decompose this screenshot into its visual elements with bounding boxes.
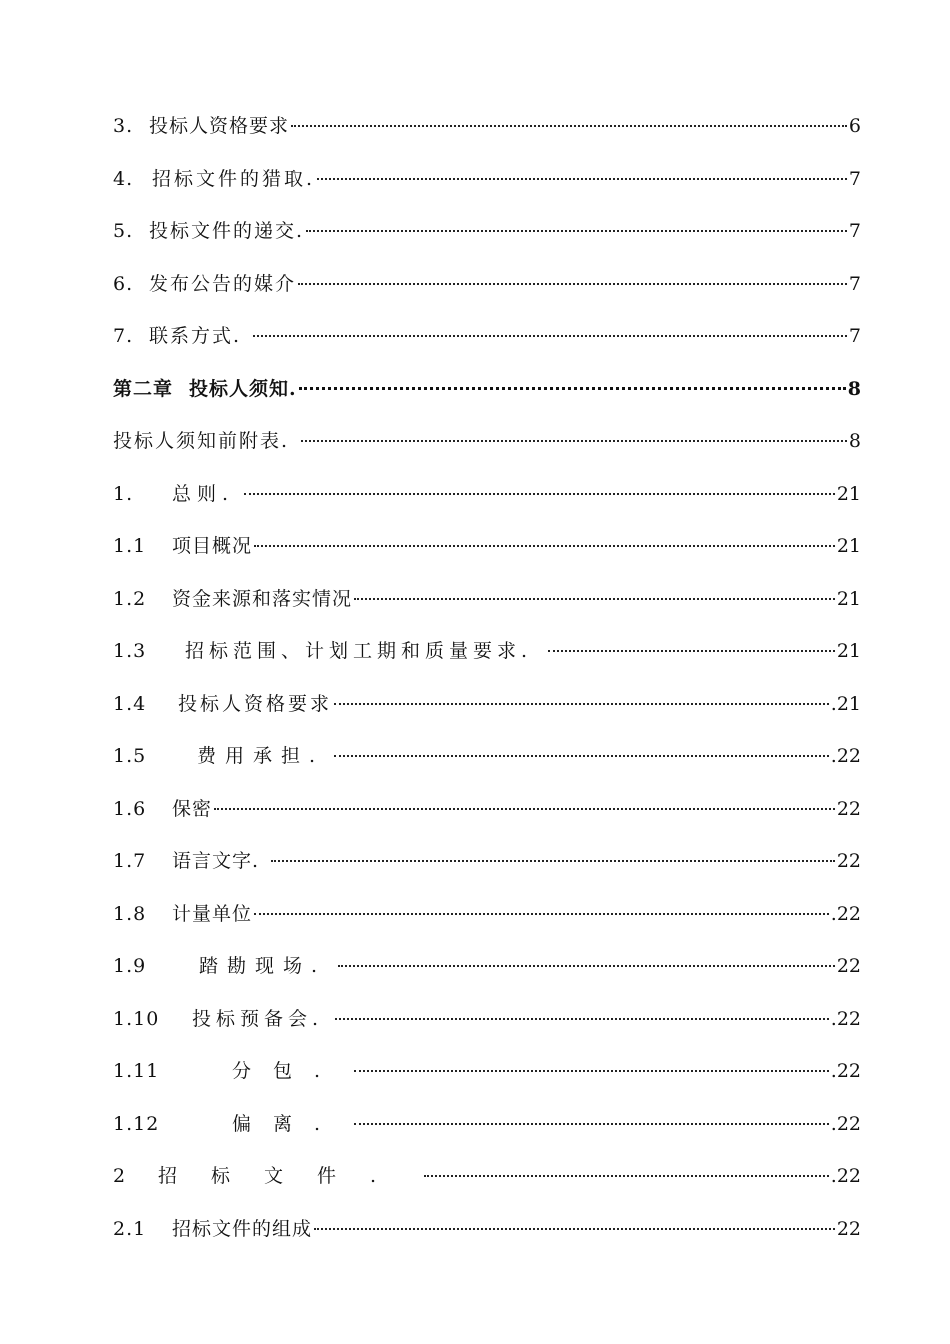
toc-leader — [334, 699, 829, 705]
toc-title: 投标预备会. — [192, 1007, 324, 1030]
toc-title: 投标人资格要求 — [149, 115, 290, 137]
toc-label — [113, 896, 252, 932]
toc-page-number: 22 — [836, 1217, 861, 1240]
toc-number: 1.3 — [113, 640, 147, 662]
toc-number: 1.6 — [113, 797, 147, 820]
toc-label — [113, 738, 332, 774]
toc-label — [113, 108, 289, 144]
toc-page-number: 21 — [836, 482, 861, 505]
toc-title: 联系方式. — [149, 325, 242, 347]
toc-leader — [354, 594, 835, 600]
toc-leader — [338, 961, 835, 967]
toc-number: 1.10 — [113, 1007, 160, 1030]
toc-entry — [113, 213, 861, 266]
toc-label — [113, 318, 251, 354]
toc-number: 1.4 — [113, 692, 147, 715]
toc-entry — [113, 1158, 861, 1211]
toc-number: 6. — [113, 272, 134, 295]
toc-leader — [254, 909, 829, 915]
toc-number: 2 — [113, 1165, 127, 1187]
toc-page-number: 22 — [836, 850, 861, 872]
toc-label — [113, 528, 252, 564]
toc-title: 偏离. — [232, 1112, 343, 1135]
toc-entry — [113, 318, 861, 371]
toc-entry — [113, 633, 861, 686]
toc-page-number: 7 — [848, 325, 861, 347]
toc-leader — [298, 279, 847, 285]
toc-title: 投标人资格要求 — [178, 692, 333, 715]
toc-entry — [113, 738, 861, 791]
table-of-contents — [113, 108, 861, 1263]
toc-entry — [113, 161, 861, 214]
toc-number: 7. — [113, 325, 134, 347]
toc-title: 保密 — [172, 797, 213, 820]
toc-number: 5. — [113, 220, 134, 242]
toc-page-number: 21 — [836, 587, 861, 610]
toc-number: 4. — [113, 167, 134, 190]
toc-label — [113, 581, 352, 617]
toc-page-number: 21 — [836, 640, 861, 662]
toc-page-number: 22 — [836, 955, 861, 977]
toc-label — [113, 266, 296, 302]
toc-entry — [113, 843, 861, 896]
toc-entry — [113, 948, 861, 1001]
toc-label — [113, 791, 212, 827]
toc-title: 总则. — [172, 482, 235, 505]
toc-title: 计量单位 — [172, 902, 253, 925]
toc-entry — [113, 581, 861, 634]
toc-chapter-entry — [113, 371, 861, 424]
toc-title: 语言文字. — [172, 850, 260, 872]
toc-label — [113, 1158, 422, 1194]
toc-page-number: .22 — [830, 1007, 861, 1030]
toc-title: 投标文件的递交. — [149, 220, 305, 242]
toc-label — [113, 213, 304, 249]
toc-leader — [314, 1224, 835, 1230]
toc-entry — [113, 686, 861, 739]
toc-leader — [214, 804, 835, 810]
toc-leader — [354, 1119, 829, 1125]
toc-title: 投标人须知前附表. — [113, 430, 290, 452]
toc-leader — [254, 541, 835, 547]
toc-page-number: 22 — [836, 797, 861, 820]
toc-leader — [291, 121, 847, 127]
toc-entry — [113, 1211, 861, 1264]
toc-page-number: 7 — [848, 220, 861, 242]
toc-label — [113, 423, 299, 459]
toc-label — [113, 1053, 352, 1089]
toc-page-number: 21 — [836, 535, 861, 557]
toc-leader — [306, 226, 847, 232]
toc-title: 招标文件的猎取. — [152, 167, 316, 190]
toc-page-number: 7 — [848, 272, 861, 295]
toc-label — [113, 948, 336, 984]
toc-title: 招标文件. — [158, 1165, 411, 1187]
toc-page-number: 8 — [848, 430, 861, 452]
toc-number: 1.7 — [113, 850, 147, 872]
toc-label — [113, 371, 297, 407]
toc-page-number: .22 — [830, 1165, 861, 1187]
toc-number: 1.9 — [113, 955, 147, 977]
toc-number: 1.5 — [113, 745, 147, 767]
toc-title: 费用承担. — [197, 745, 325, 767]
toc-title: 发布公告的媒介 — [149, 272, 297, 295]
toc-label — [113, 843, 269, 879]
toc-leader — [424, 1171, 829, 1177]
toc-leader — [354, 1066, 829, 1072]
toc-leader — [334, 751, 829, 757]
toc-leader — [244, 489, 835, 495]
toc-label — [113, 1001, 333, 1037]
toc-page-number: .22 — [830, 1112, 861, 1135]
toc-number: 1. — [113, 482, 134, 505]
toc-title: 资金来源和落实情况 — [172, 587, 353, 610]
toc-page-number: .21 — [830, 692, 861, 715]
toc-entry — [113, 896, 861, 949]
toc-number: 1.8 — [113, 902, 147, 925]
toc-leader — [253, 331, 847, 337]
toc-number: 2.1 — [113, 1217, 147, 1240]
toc-leader — [299, 383, 846, 390]
toc-number: 3. — [113, 115, 134, 137]
toc-title: 项目概况 — [172, 535, 253, 557]
toc-title: 分包. — [232, 1060, 343, 1082]
toc-page-number: 7 — [848, 167, 861, 190]
toc-leader — [271, 856, 835, 862]
toc-label — [113, 686, 332, 722]
toc-page-number: 8 — [847, 377, 861, 400]
toc-entry — [113, 1053, 861, 1106]
toc-number: 1.1 — [113, 535, 147, 557]
toc-leader — [335, 1014, 829, 1020]
toc-entry — [113, 423, 861, 476]
toc-label — [113, 161, 315, 197]
toc-label — [113, 476, 242, 512]
toc-page-number: 6 — [848, 115, 861, 137]
toc-page-number: .22 — [830, 1060, 861, 1082]
toc-title: 招标范围、计划工期和质量要求. — [185, 640, 533, 662]
toc-entry — [113, 476, 861, 529]
toc-page-number: .22 — [830, 902, 861, 925]
toc-chapter-number: 第二章 — [113, 377, 174, 400]
toc-entry — [113, 528, 861, 581]
toc-entry — [113, 1001, 861, 1054]
toc-title: 踏勘现场. — [199, 955, 327, 977]
toc-label — [113, 1106, 352, 1142]
toc-leader — [548, 646, 835, 652]
toc-leader — [317, 174, 847, 180]
toc-number: 1.2 — [113, 587, 147, 610]
toc-leader — [301, 436, 847, 442]
toc-label — [113, 633, 546, 669]
toc-label — [113, 1211, 312, 1247]
toc-entry — [113, 108, 861, 161]
toc-page-number: .22 — [830, 745, 861, 767]
toc-number: 1.12 — [113, 1112, 160, 1135]
toc-entry — [113, 791, 861, 844]
toc-title: 投标人须知. — [189, 377, 297, 400]
toc-entry — [113, 1106, 861, 1159]
toc-number: 1.11 — [113, 1060, 160, 1082]
toc-entry — [113, 266, 861, 319]
toc-title: 招标文件的组成 — [172, 1217, 313, 1240]
